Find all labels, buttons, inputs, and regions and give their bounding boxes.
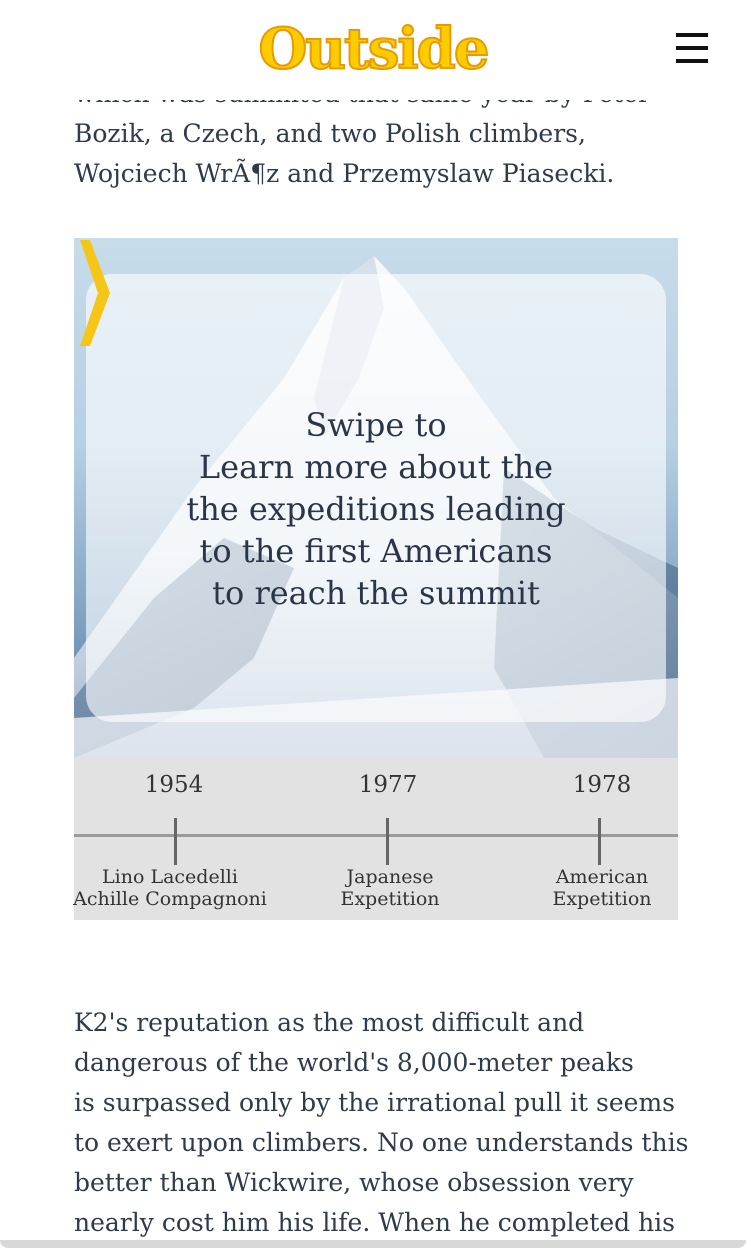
intro-line: Bozik, a Czech, and two Polish climbers, <box>74 119 586 148</box>
timeline-tick <box>174 818 177 865</box>
swipe-line: Learn more about the <box>198 448 554 486</box>
timeline-event <box>70 866 270 910</box>
timeline-year[interactable]: 1978 <box>572 772 632 798</box>
event-line: Achille Compagnoni <box>73 888 267 910</box>
paragraph-line: is surpassed only by the irrational pull it seems <box>74 1088 675 1117</box>
timeline-event <box>502 866 702 910</box>
event-line: American <box>555 866 649 888</box>
event-line: Lino Lacedelli <box>102 866 238 888</box>
site-header <box>0 0 746 100</box>
chevron-right-icon[interactable] <box>74 238 114 348</box>
k2-mountain-slide[interactable] <box>74 238 678 758</box>
paragraph-line: dangerous of the world's 8,000-meter peaks <box>74 1048 634 1077</box>
hamburger-menu-icon[interactable] <box>676 33 708 63</box>
paragraph-line: nearly cost him his life. When he completed his <box>74 1208 676 1237</box>
intro-line: Wojciech WrÃ¶z and Przemyslaw Piasecki. <box>74 159 615 188</box>
event-line: Expetition <box>552 888 652 910</box>
timeline-tick <box>598 818 601 865</box>
event-line: Japanese <box>346 866 434 888</box>
paragraph-line: better than Wickwire, whose obsession very <box>74 1168 634 1197</box>
timeline-tick <box>386 818 389 865</box>
timeline-event <box>290 866 490 910</box>
timeline-year[interactable]: 1954 <box>144 772 204 798</box>
k2-timeline <box>74 758 678 920</box>
swipe-line: Swipe to <box>305 406 447 444</box>
paragraph-line: to exert upon climbers. No one understands this <box>74 1128 689 1157</box>
paragraph-line: K2's reputation as the most difficult and <box>74 1008 585 1037</box>
timeline-year[interactable]: 1977 <box>358 772 418 798</box>
outside-logo[interactable]: Outside <box>258 16 488 82</box>
page-bottom-edge <box>0 1240 746 1248</box>
swipe-line: to the first Americans <box>199 532 553 570</box>
swipe-line: to reach the summit <box>212 574 540 612</box>
main-paragraph <box>74 1003 694 1243</box>
swipe-line: the expeditions leading <box>186 490 566 528</box>
event-line: Expetition <box>340 888 440 910</box>
timeline-axis <box>74 834 678 837</box>
swipe-prompt-text <box>86 404 666 614</box>
